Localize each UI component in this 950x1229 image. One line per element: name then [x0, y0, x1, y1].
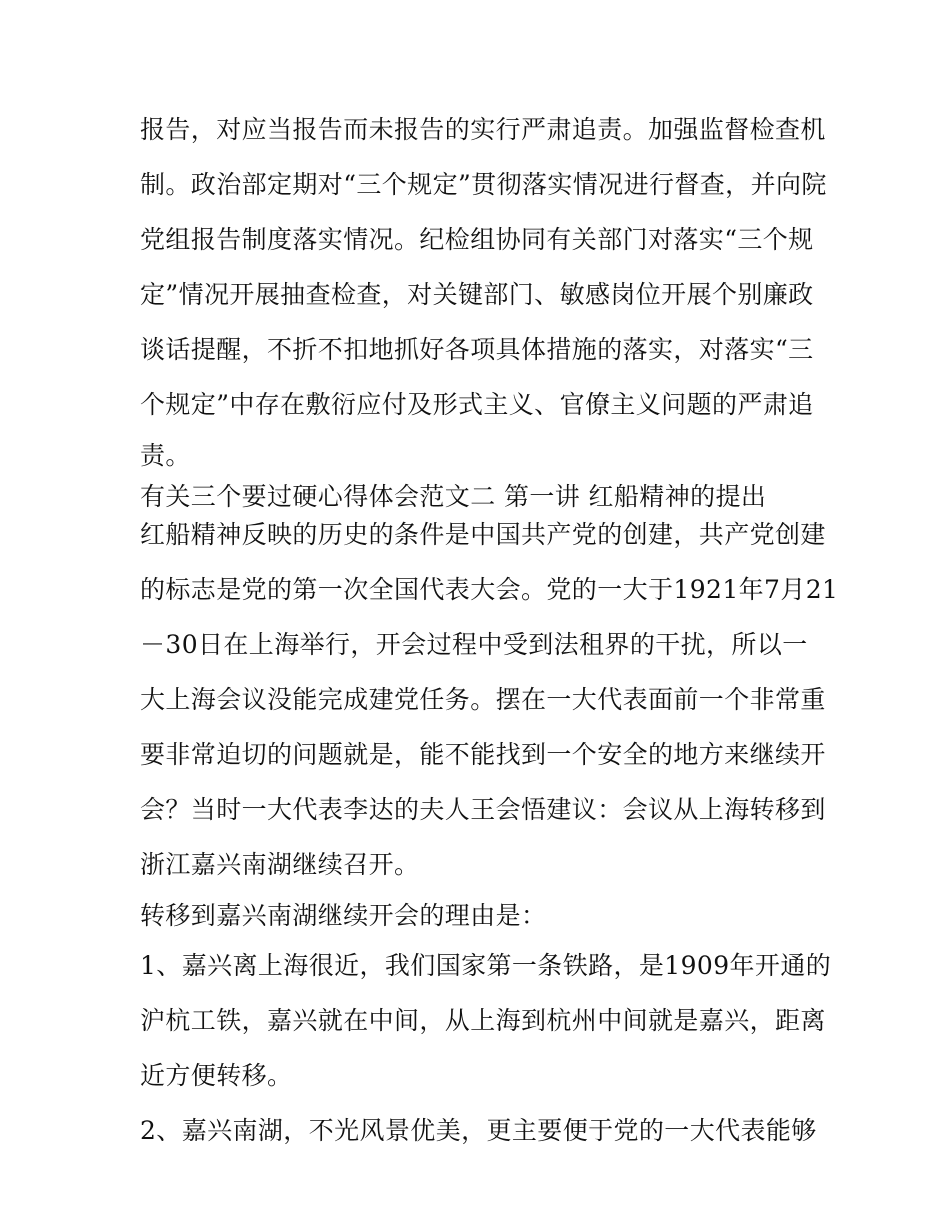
list-item-line: 沪杭工铁，嘉兴就在中间，从上海到杭州中间就是嘉兴，距离	[140, 1006, 826, 1035]
list-item-line: 1、嘉兴离上海很近，我们国家第一条铁路，是1909年开通的	[140, 951, 832, 980]
list-item-line: 近方便转移。	[140, 1061, 293, 1090]
paragraph-line: 谈话提醒，不折不扣地抓好各项具体措施的落实，对落实“三	[140, 335, 814, 364]
paragraph-line: 制。政治部定期对“三个规定”贯彻落实情况进行督查，并向院	[140, 170, 827, 199]
paragraph-line: 的标志是党的第一次全国代表大会。党的一大于1921年7月21	[140, 575, 839, 604]
paragraph-line: 会？当时一大代表李达的夫人王会悟建议：会议从上海转移到	[140, 795, 826, 824]
paragraph-line: 定”情况开展抽查检查，对关键部门、敏感岗位开展个别廉政	[140, 280, 814, 309]
paragraph-line: 转移到嘉兴南湖继续开会的理由是：	[140, 901, 547, 930]
list-item-line: 2、嘉兴南湖，不光风景优美，更主要便于党的一大代表能够	[140, 1116, 817, 1145]
paragraph-line: －30日在上海举行，开会过程中受到法租界的干扰，所以一	[140, 630, 808, 659]
paragraph-line: 浙江嘉兴南湖继续召开。	[140, 850, 420, 879]
paragraph-line: 责。	[140, 441, 191, 470]
paragraph-line: 要非常迫切的问题就是，能不能找到一个安全的地方来继续开	[140, 740, 826, 769]
paragraph-line: 个规定”中存在敷衍应付及形式主义、官僚主义问题的严肃追	[140, 390, 814, 419]
paragraph-line: 红船精神反映的历史的条件是中国共产党的创建，共产党创建	[140, 520, 826, 549]
paragraph-line: 报告，对应当报告而未报告的实行严肃追责。加强监督检查机	[140, 115, 826, 144]
section-heading: 有关三个要过硬心得体会范文二 第一讲 红船精神的提出	[140, 482, 767, 511]
paragraph-line: 大上海会议没能完成建党任务。摆在一大代表面前一个非常重	[140, 685, 826, 714]
paragraph-line: 党组报告制度落实情况。纪检组协同有关部门对落实“三个规	[140, 225, 814, 254]
